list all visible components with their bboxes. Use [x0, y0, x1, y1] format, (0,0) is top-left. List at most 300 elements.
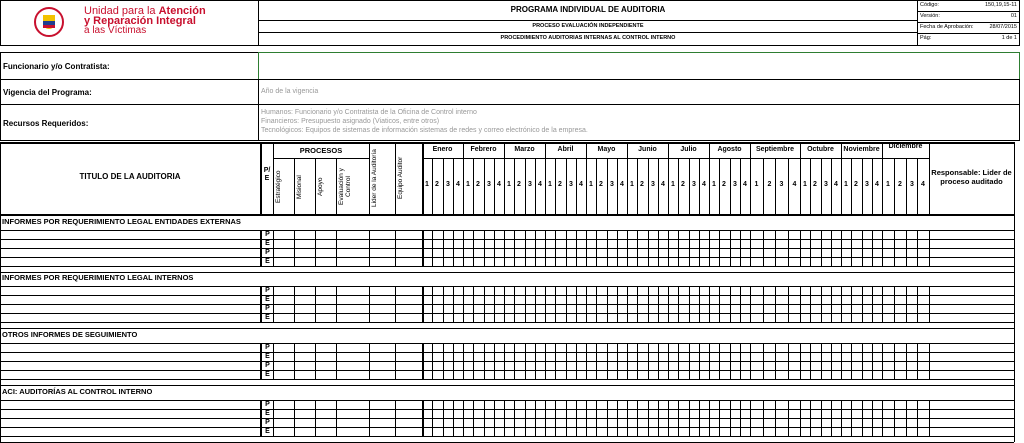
grid-line: [443, 400, 444, 436]
grid-line: [740, 343, 741, 379]
grid-line: [917, 400, 918, 436]
section-title-3: ACI: AUDITORÍAS AL CONTROL INTERNO: [2, 387, 153, 396]
grid-line: [473, 343, 474, 379]
week-11-2: 3: [910, 181, 914, 188]
pe-letter-3-0: P: [265, 401, 270, 408]
procedure-name: PROCEDIMIENTO AUDITORIAS INTERNAS AL CONTROL INTERNO: [500, 35, 676, 41]
grid-line: [566, 286, 567, 322]
week-0-1: 2: [435, 181, 439, 188]
grid-line: [800, 343, 801, 379]
grid-line: [596, 400, 597, 436]
week-10-0: 1: [844, 181, 848, 188]
grid-line: [906, 400, 907, 436]
grid-line: [894, 343, 895, 379]
grid-line: [555, 343, 556, 379]
grid-line: [917, 230, 918, 266]
grid-line: [882, 286, 883, 322]
grid-line: [788, 400, 789, 436]
grid-line: [369, 230, 370, 266]
grid-line: [763, 343, 764, 379]
grid-line: [648, 343, 649, 379]
grid-line: [862, 400, 863, 436]
grid-line: [740, 400, 741, 436]
lider-header: Lider de la Auditoría: [371, 149, 378, 207]
grid-line: [395, 286, 396, 322]
grid-line: [453, 400, 454, 436]
grid-line: [841, 230, 842, 266]
grid-line: [535, 400, 536, 436]
grid-line: [607, 400, 608, 436]
month-1: Febrero: [470, 146, 497, 153]
grid-line: [369, 142, 370, 214]
grid-line: [576, 230, 577, 266]
audit-row-title-cell-3[interactable]: [1, 401, 259, 436]
week-2-3: 4: [538, 181, 542, 188]
pe-letter-3-1: E: [265, 410, 270, 417]
grid-line: [0, 142, 1014, 144]
grid-line: [637, 343, 638, 379]
meta-value-date: 28/07/2015: [989, 24, 1017, 30]
grid-line: [862, 230, 863, 266]
week-11-1: 2: [898, 181, 902, 188]
grid-line: [315, 230, 316, 266]
week-3-1: 2: [558, 181, 562, 188]
grid-line: [699, 230, 700, 266]
grid-line: [851, 400, 852, 436]
pe-letter-2-3: E: [265, 371, 270, 378]
grid-line: [484, 400, 485, 436]
week-0-2: 3: [446, 181, 450, 188]
pe-letter-2-1: E: [265, 353, 270, 360]
recursos-line-2: Financieros: Presupuesto asignado (Viaticos, entre otros): [261, 118, 440, 125]
grid-line: [395, 142, 396, 214]
grid-line: [432, 400, 433, 436]
grid-line: [473, 400, 474, 436]
week-6-1: 2: [681, 181, 685, 188]
grid-line: [0, 385, 1014, 386]
grid-line: [678, 343, 679, 379]
grid-line: [514, 230, 515, 266]
grid-line: [535, 343, 536, 379]
grid-line: [607, 286, 608, 322]
grid-line: [315, 343, 316, 379]
grid-line: [494, 343, 495, 379]
grid-line: [336, 158, 337, 214]
grid-line: [929, 230, 930, 266]
month-0: Enero: [432, 146, 453, 153]
grid-line: [432, 286, 433, 322]
week-8-1: 2: [767, 181, 772, 188]
grid-line: [775, 230, 776, 266]
pe-letter-1-0: P: [265, 287, 270, 294]
grid-line: [906, 286, 907, 322]
grid-line: [1014, 327, 1015, 385]
week-6-3: 4: [702, 181, 706, 188]
grid-line: [882, 230, 883, 266]
grid-line: [872, 286, 873, 322]
grid-line: [627, 343, 628, 379]
grid-line: [545, 230, 546, 266]
grid-line: [658, 286, 659, 322]
grid-line: [862, 286, 863, 322]
grid-line: [699, 343, 700, 379]
week-4-3: 4: [620, 181, 624, 188]
grid-line: [929, 343, 930, 379]
grid-line: [709, 400, 710, 436]
week-3-3: 4: [579, 181, 583, 188]
week-0-3: 4: [456, 181, 460, 188]
grid-line: [294, 286, 295, 322]
grid-line: [851, 343, 852, 379]
grid-line: [699, 400, 700, 436]
grid-line: [668, 230, 669, 266]
grid-line: [463, 343, 464, 379]
grid-line: [525, 230, 526, 266]
pe-column-header: P/ E: [263, 167, 271, 182]
week-9-3: 4: [834, 181, 838, 188]
grid-line: [463, 286, 464, 322]
week-8-2: 3: [779, 181, 784, 188]
grid-line: [882, 400, 883, 436]
grid-line: [525, 400, 526, 436]
grid-line: [525, 343, 526, 379]
grid-line: [596, 343, 597, 379]
grid-line: [607, 230, 608, 266]
month-11: Diciembre: [888, 143, 923, 150]
grid-line: [294, 400, 295, 436]
grid-line: [1014, 214, 1015, 272]
grid-line: [678, 230, 679, 266]
grid-line: [586, 230, 587, 266]
logo-line-2: y Reparación Integral: [84, 15, 196, 27]
grid-line: [831, 343, 832, 379]
grid-line: [494, 286, 495, 322]
week-7-3: 4: [743, 181, 747, 188]
grid-line: [788, 230, 789, 266]
week-3-0: 1: [548, 181, 552, 188]
grid-line: [443, 230, 444, 266]
grid-line: [535, 230, 536, 266]
week-11-3: 4: [921, 181, 925, 188]
grid-line: [763, 400, 764, 436]
grid-line: [709, 230, 710, 266]
responsable-header: Responsable: Lider de proceso auditado: [931, 168, 1012, 186]
grid-line: [576, 286, 577, 322]
grid-line: [315, 286, 316, 322]
grid-line: [658, 343, 659, 379]
pe-letter-3-2: P: [265, 419, 270, 426]
audit-row-title-cell-2[interactable]: [1, 344, 259, 379]
grid-line: [535, 286, 536, 322]
grid-line: [545, 343, 546, 379]
grid-line: [730, 230, 731, 266]
grid-line: [0, 379, 1014, 380]
grid-line: [504, 230, 505, 266]
grid-line: [494, 230, 495, 266]
recursos-line-3: Tecnológicos: Equipos de sistemas de información sistemas de redes y correo electrónico de la empresa.: [261, 127, 588, 134]
grid-line: [514, 286, 515, 322]
grid-line: [810, 230, 811, 266]
month-5: Junio: [638, 146, 657, 153]
grid-line: [929, 286, 930, 322]
pe-letter-2-0: P: [265, 344, 270, 351]
grid-line: [504, 343, 505, 379]
grid-line: [730, 400, 731, 436]
grid-line: [788, 286, 789, 322]
pe-letter-0-1: E: [265, 240, 270, 247]
grid-line: [627, 286, 628, 322]
grid-line: [617, 286, 618, 322]
month-9: Octubre: [807, 146, 834, 153]
pe-letter-0-3: E: [265, 258, 270, 265]
grid-line: [294, 343, 295, 379]
grid-line: [617, 400, 618, 436]
grid-line: [872, 343, 873, 379]
grid-line: [484, 230, 485, 266]
grid-line: [369, 343, 370, 379]
proceso-2: Apoyo: [317, 177, 324, 197]
grid-line: [775, 400, 776, 436]
meta-label-code: Código:: [920, 2, 939, 8]
grid-line: [432, 230, 433, 266]
grid-line: [504, 286, 505, 322]
logo-line-3: a las Víctimas: [84, 25, 147, 36]
grid-line: [648, 286, 649, 322]
grid-line: [484, 286, 485, 322]
week-9-2: 3: [824, 181, 828, 188]
grid-line: [627, 400, 628, 436]
grid-line: [463, 230, 464, 266]
week-10-1: 2: [854, 181, 858, 188]
grid-line: [821, 286, 822, 322]
grid-line: [273, 158, 369, 159]
grid-line: [668, 343, 669, 379]
grid-line: [699, 286, 700, 322]
week-11-0: 1: [886, 181, 890, 188]
audit-row-title-cell-0[interactable]: [1, 231, 259, 266]
meta-label-date: Fecha de Aprobación:: [920, 24, 974, 30]
grid-line: [637, 230, 638, 266]
grid-line: [719, 343, 720, 379]
week-9-0: 1: [803, 181, 807, 188]
week-1-0: 1: [466, 181, 470, 188]
grid-line: [514, 400, 515, 436]
grid-line: [1014, 270, 1015, 328]
grid-line: [586, 400, 587, 436]
grid-line: [709, 286, 710, 322]
proceso-1: Misional: [296, 175, 303, 199]
month-2: Marzo: [514, 146, 535, 153]
grid-line: [422, 343, 423, 379]
grid-line: [453, 343, 454, 379]
grid-line: [504, 400, 505, 436]
grid-line: [453, 286, 454, 322]
grid-line: [775, 286, 776, 322]
grid-line: [841, 343, 842, 379]
week-5-2: 3: [651, 181, 655, 188]
meta-value-code: 150,19,15-11: [984, 2, 1017, 8]
grid-line: [463, 400, 464, 436]
grid-line: [0, 322, 1014, 323]
grid-line: [906, 230, 907, 266]
pe-letter-3-3: E: [265, 428, 270, 435]
meta-value-version: 01: [1010, 13, 1017, 19]
month-8: Septiembre: [755, 146, 795, 153]
grid-line: [740, 286, 741, 322]
grid-line: [607, 343, 608, 379]
week-6-0: 1: [671, 181, 675, 188]
grid-line: [862, 343, 863, 379]
grid-line: [0, 436, 1014, 437]
pe-letter-1-1: E: [265, 296, 270, 303]
grid-line: [545, 400, 546, 436]
recursos-line-1: Humanos: Funcionario y/o Contratista de la Oficina de Control interno: [261, 109, 477, 116]
week-6-2: 3: [692, 181, 696, 188]
grid-line: [709, 343, 710, 379]
grid-line: [788, 343, 789, 379]
grid-line: [273, 230, 274, 266]
month-4: Mayo: [597, 146, 616, 153]
grid-line: [637, 286, 638, 322]
grid-line: [689, 230, 690, 266]
week-5-0: 1: [630, 181, 634, 188]
grid-line: [432, 343, 433, 379]
recursos-label: Recursos Requeridos:: [3, 119, 89, 128]
week-1-2: 3: [487, 181, 491, 188]
grid-line: [689, 400, 690, 436]
grid-line: [831, 230, 832, 266]
grid-line: [315, 400, 316, 436]
week-7-2: 3: [733, 181, 737, 188]
month-6: Julio: [680, 146, 697, 153]
grid-line: [800, 230, 801, 266]
grid-line: [494, 400, 495, 436]
grid-line: [617, 343, 618, 379]
grid-line: [369, 400, 370, 436]
grid-line: [336, 400, 337, 436]
audit-row-title-cell-1[interactable]: [1, 287, 259, 322]
week-1-1: 2: [476, 181, 480, 188]
grid-line: [678, 286, 679, 322]
meta-label-page: Pág:: [920, 35, 932, 41]
grid-line: [273, 343, 274, 379]
grid-line: [810, 343, 811, 379]
week-5-1: 2: [640, 181, 644, 188]
week-10-2: 3: [865, 181, 869, 188]
grid-line: [525, 286, 526, 322]
week-4-2: 3: [610, 181, 614, 188]
grid-line: [315, 158, 316, 214]
grid-line: [906, 343, 907, 379]
grid-line: [658, 230, 659, 266]
funcionario-label: Funcionario y/o Contratista:: [3, 62, 110, 71]
grid-line: [841, 286, 842, 322]
grid-line: [872, 230, 873, 266]
vigencia-value: Año de la vigencia: [261, 88, 319, 95]
grid-line: [648, 400, 649, 436]
grid-line: [294, 230, 295, 266]
grid-line: [882, 343, 883, 379]
grid-line: [894, 400, 895, 436]
week-3-2: 3: [569, 181, 573, 188]
section-title-2: OTROS INFORMES DE SEGUIMIENTO: [2, 330, 138, 339]
week-10-3: 4: [875, 181, 879, 188]
grid-line: [740, 230, 741, 266]
grid-line: [841, 400, 842, 436]
grid-line: [668, 286, 669, 322]
week-5-3: 4: [661, 181, 665, 188]
grid-line: [648, 230, 649, 266]
grid-line: [750, 286, 751, 322]
grid-line: [851, 230, 852, 266]
grid-line: [566, 343, 567, 379]
grid-line: [0, 214, 1014, 216]
logo-line-1: Unidad para la Atención: [84, 5, 206, 17]
grid-line: [668, 400, 669, 436]
pe-letter-2-2: P: [265, 362, 270, 369]
titulo-column-header: TITULO DE LA AUDITORIA: [79, 172, 181, 181]
grid-line: [336, 343, 337, 379]
week-7-0: 1: [712, 181, 716, 188]
grid-line: [0, 328, 1014, 329]
grid-line: [719, 230, 720, 266]
grid-line: [294, 158, 295, 214]
grid-line: [750, 343, 751, 379]
grid-line: [894, 230, 895, 266]
grid-line: [422, 286, 423, 322]
grid-line: [851, 286, 852, 322]
pe-letter-0-2: P: [265, 249, 270, 256]
grid-line: [750, 400, 751, 436]
grid-line: [821, 230, 822, 266]
grid-line: [810, 286, 811, 322]
grid-line: [555, 400, 556, 436]
pe-letter-0-0: P: [265, 231, 270, 238]
grid-line: [831, 286, 832, 322]
week-0-0: 1: [425, 181, 429, 188]
grid-line: [596, 230, 597, 266]
procesos-header: PROCESOS: [299, 146, 343, 155]
grid-line: [369, 286, 370, 322]
grid-line: [689, 286, 690, 322]
pe-letter-1-2: P: [265, 305, 270, 312]
grid-line: [596, 286, 597, 322]
proceso-3: Evaluación y Control: [338, 168, 352, 206]
week-8-3: 4: [792, 181, 797, 188]
grid-line: [689, 343, 690, 379]
grid-line: [336, 286, 337, 322]
week-2-0: 1: [507, 181, 511, 188]
grid-line: [273, 400, 274, 436]
grid-line: [627, 230, 628, 266]
grid-line: [730, 286, 731, 322]
week-4-0: 1: [589, 181, 593, 188]
grid-line: [658, 400, 659, 436]
grid-line: [395, 400, 396, 436]
grid-line: [800, 286, 801, 322]
grid-line: [422, 158, 929, 159]
equipo-header: Equipo Auditor: [397, 156, 404, 200]
grid-line: [678, 400, 679, 436]
grid-line: [763, 286, 764, 322]
week-4-1: 2: [599, 181, 603, 188]
section-title-0: INFORMES POR REQUERIMIENTO LEGAL ENTIDADES EXTERNAS: [2, 217, 241, 226]
grid-line: [422, 400, 423, 436]
grid-line: [719, 400, 720, 436]
month-10: Noviembre: [843, 146, 880, 153]
grid-line: [0, 266, 1014, 267]
grid-line: [273, 286, 274, 322]
